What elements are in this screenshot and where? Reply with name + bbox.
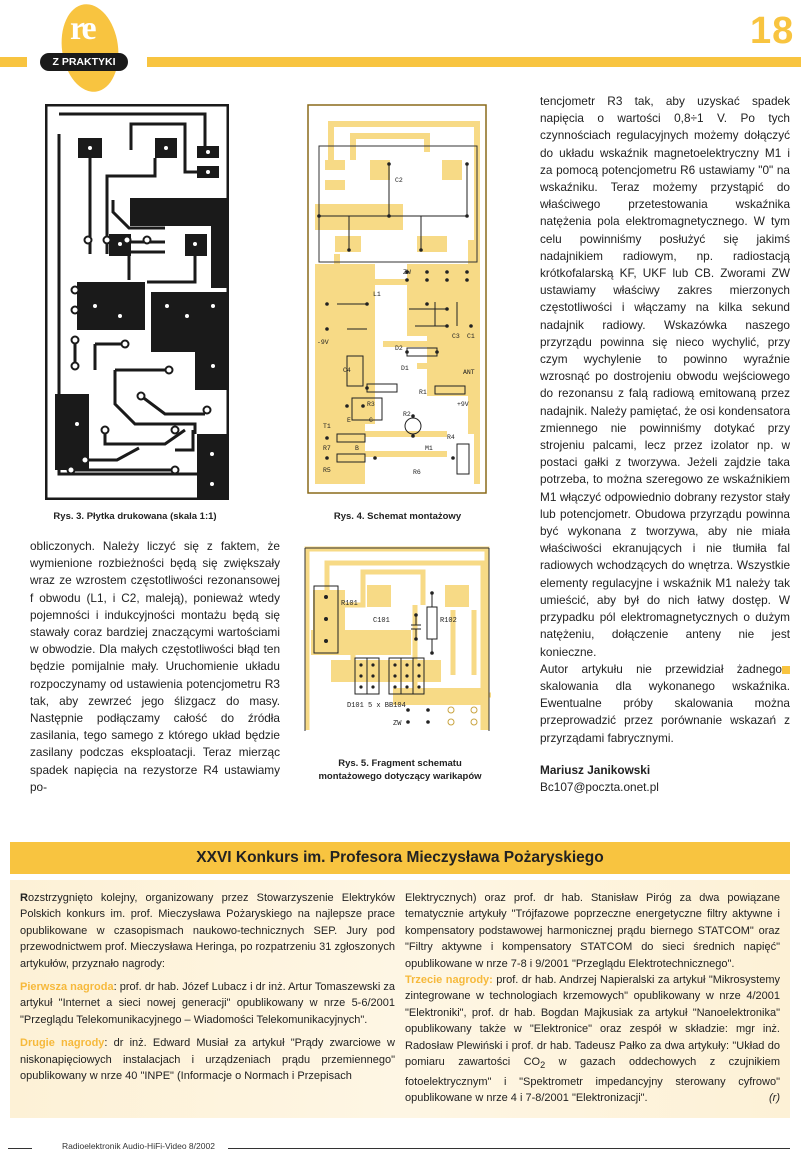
fig5-caption-line2: montażowego dotyczący warikapów — [318, 771, 482, 782]
fig4-caption: Rys. 4. Schemat montażowy — [333, 511, 462, 522]
konkurs-second-prize: Drugie nagrody: dr inż. Edward Musiał za artykuł "Prądy zwarciowe w niskonapięciowych instalacjach i urządzeniach prądu przemiennego" opublikowany w nrze 40 "INPE" (Informacje o Normach i Przepisach — [20, 1037, 395, 1083]
article-right-paragraph-1: tencjometr R3 tak, aby uzyskać spadek napięcia o wartości 0,8÷1 V. Po tych czynnościach regulacyjnych możemy dołączyć do układu wskaźnik magnetoelektryczny M1 i za pomocą potencjometru R6 ustawiamy "0" na wskaźniku. Teraz możemy przystąpić do właściwego przetestowania wskaźnika natężenia pola elektromagnetycznego. W tym celu powinniśmy posłużyć się jakimś nadajnikiem radiowym, np. radiostacją krótkofalarską KF, UKF lub CB. Zworami ZW ustawiamy właściwy zakres mierzonych częstotliwości i włączamy na kilka sekund nadajnik radiowy. Wskazówka naszego przyrządu powinna się nieco wychylić, przy czym wychylenie to powinno wyraźnie wzrosnąć po dostrojeniu obwodu wejściowego do rezonansu z falą radiową emitowaną przez nadajnik. Należy pamiętać, że osi kondensatora zmiennego nie powinniśmy dotykać przy strojeniu palcami, lecz przez izolator np. w postaci gałki z tworzywa. Jeżeli zajdzie taka potrzeba, to można szeregowo ze wskaźnikiem M1 włączyć odpowiednio dobrany rezystor stały lub potencjometr. Obudowa przyrządu powinna być wykonana z tworzywa, aby nie miała właściwości ekranujących i nie tłumiła fal radiowych wchodzących do wnętrza. Wszystkie elementy regulacyjne i wskaźnik M1 należy tak umieścić, aby był do nich łatwy dostęp. W przypadku pól elektromagnetycznych o dużym natężeniu, dołączenie anteny nie jest konieczne. — [540, 94, 790, 659]
konkurs-signature: (r) — [769, 1092, 780, 1105]
footer-publication: Radioelektronik Audio-HiFi-Video 8/2002 — [62, 1141, 215, 1151]
label-plus9v: +9V — [457, 401, 469, 408]
label-r6: R6 — [413, 469, 421, 476]
page-number: 18 — [750, 10, 795, 52]
fig3-caption: Rys. 3. Płytka drukowana (skala 1:1) — [53, 511, 217, 522]
author-email[interactable]: Bc107@poczta.onet.pl — [540, 779, 659, 794]
label-c3: C3 — [452, 333, 460, 340]
konkurs-title: XXVI Konkurs im. Profesora Mieczysława Pożaryskiego — [10, 842, 790, 874]
konkurs-first-prize: Pierwsza nagroda: prof. dr hab. Józef Lubacz i dr inż. Artur Tomaszewski za artykuł "Internet a sieci nowej generacji" opublikowany w nrze 5-6/2001 "Przeglądu Telekomunikacyjnego – Wiadomości Telekomunikacyjnych". — [20, 981, 395, 1026]
label-r101: R101 — [341, 600, 358, 608]
label-d1: D1 — [401, 365, 409, 372]
label-d2: D2 — [395, 345, 403, 352]
label-c1: C1 — [467, 333, 475, 340]
label-t1: T1 — [323, 423, 331, 430]
article-right-paragraph-2: Autor artykułu nie przewidział żadnego skalowania dla wykonanego wskaźnika. Ewentualne próby skalowania można przeprowadzić przez porównanie wskazań z przyrządami fabrycznymi. — [540, 661, 790, 745]
label-e: E — [347, 417, 351, 424]
label-r7: R7 — [323, 445, 331, 452]
label-d101: D101 5 x BB104 — [347, 702, 406, 710]
end-marker-icon — [782, 666, 790, 674]
label-r102: R102 — [440, 617, 457, 625]
label-zw: ZW — [403, 269, 411, 276]
konkurs-intro: Rozstrzygnięto kolejny, organizowany przez Stowarzyszenie Elektryków Polskich konkurs im. prof. Mieczysława Pożaryskiego na najlepsze prace opublikowane w czasopismach naukowo-technicznych SEP. Jury pod przewodnictwem prof. Mieczysława Heringa, po rozpatrzeniu 31 zgłoszonych artykułów, przyznało nagrody: — [20, 892, 395, 970]
assembly-diagram — [307, 104, 487, 494]
fig5-caption-line1: Rys. 5. Fragment schematu — [338, 758, 462, 769]
label-minus9v: -9V — [317, 339, 329, 346]
varicap-fragment-diagram — [303, 545, 491, 735]
label-m1: M1 — [425, 445, 433, 452]
label-c101: C101 — [373, 617, 390, 625]
label-r3: R3 — [367, 401, 375, 408]
author-name: Mariusz Janikowski — [540, 762, 651, 777]
header-bar-right — [147, 57, 801, 67]
label-ant: ANT — [463, 369, 475, 376]
article-right-column — [540, 93, 790, 796]
fig5-caption — [290, 757, 510, 783]
footer-rule-left — [8, 1148, 32, 1149]
konkurs-right-column — [405, 890, 780, 1106]
konkurs-second-prize-cont: Elektrycznych) oraz prof. dr hab. Stanisław Piróg za dwa powiązane tematycznie artykuły "Trójfazowe poprzeczne energetyczne filtry aktywne i kompensatory podstawowej harmonicznej prądu biernego STATCOM" oraz "Filtry aktywne i kompensatory STATCOM do sieci średnich napięć" opublikowane w nrze 7-8 i 9/2001 "Przeglądu Elektrotechnicznego". — [405, 892, 780, 970]
konkurs-left-column — [20, 890, 395, 1084]
logo-re: re — [70, 10, 94, 47]
pcb-figure — [45, 104, 229, 500]
label-c4: C4 — [343, 367, 351, 374]
header-bar-left — [0, 57, 27, 67]
label-c: C — [369, 417, 373, 424]
article-left-column: obliczonych. Należy liczyć się z faktem, że wymienione rozbieżności będą się zwiększały wraz ze wzrostem częstotliwości rezonansowej f obwodu (L1, i C2, maleją), ponieważ wtedy pojemności i indukcyjności montażu będą się stawały coraz bardziej znaczącymi wartościami w obwodzie. Dla małych częstotliwości błąd ten będzie pomijalnie mały. Uruchomienie układu rozpoczynamy od ustawienia potencjometru R3 tak, aby zewrzeć jego ślizgacz do masy. Następnie podłączamy całość do źródła zasilania, tego samego z którego układ będzie zasilany podczas eksploatacji. Teraz mierząc spadek napięcia na rezystorze R4 ustawiamy po- — [30, 539, 280, 794]
label-r5: R5 — [323, 467, 331, 474]
label-zw: ZW — [393, 720, 402, 728]
label-r2: R2 — [403, 411, 411, 418]
label-l1: L1 — [373, 291, 381, 298]
section-label: Z PRAKTYKI — [40, 53, 128, 71]
label-b: B — [355, 445, 359, 452]
label-r1: R1 — [419, 389, 427, 396]
footer-rule-right — [228, 1148, 790, 1149]
label-r4: R4 — [447, 434, 455, 441]
label-c2: C2 — [395, 177, 403, 184]
konkurs-third-prize: Trzecie nagrody: prof. dr hab. Andrzej Napieralski za artykuł "Mikrosystemy zintegrowane w technologiach krzemowych" opublikowany w nrze 4/2001 "Elektroniki", prof. dr hab. Bogdan Majkusiak za artykuł "Nanoelektronika" opublikowany także w "Elektronice" oraz zespół w składzie: mgr inż. Radosław Plewiński i prof. dr hab. Tadeusz Pałko za dwa artykuły: "Układ do pomiaru zawartości $CO_2$ w gazach oddechowych z czujnikiem fotoelektrycznym" i "Spektrometr impedancyjny sterowany cyfrowo" opublikowane w nrze 4 i 7-8/2001 "Elektronizacji". (r) — [405, 972, 780, 1106]
